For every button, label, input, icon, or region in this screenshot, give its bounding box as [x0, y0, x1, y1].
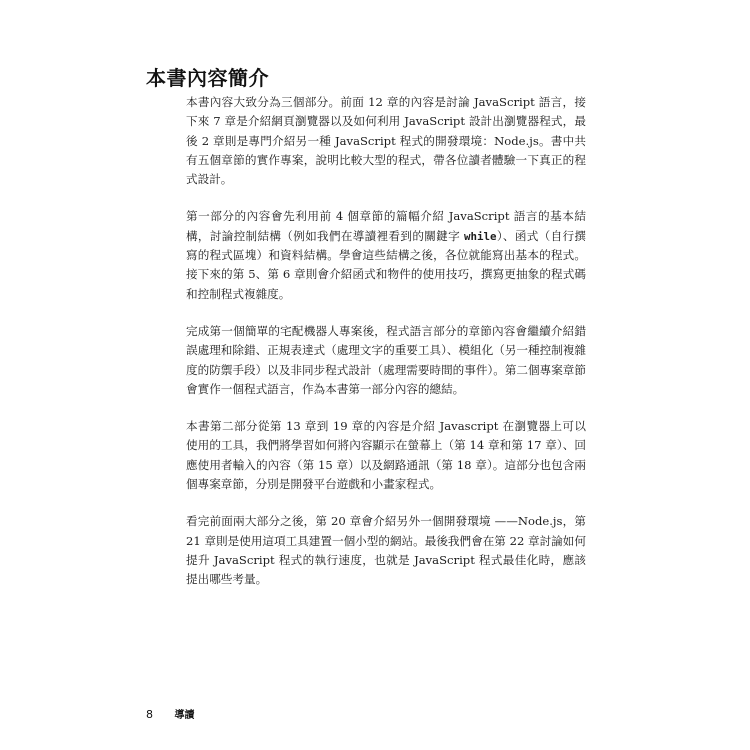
paragraph-part-one-text-b: ）、函式（自行撰寫的程式區塊）和資料結構。學會這些結構之後，各位就能寫出基本的程式。接下來的第 5、第 6 章則會介紹函式和物件的使用技巧，撰寫更抽象的程式碼和控制程式複雜度。 [186, 228, 586, 301]
section-heading: 本書內容簡介 [146, 66, 269, 90]
paragraph-part-one [186, 207, 586, 303]
running-section-label: 導讀 [174, 710, 195, 721]
paragraph-part-two: 本書第二部分從第 13 章到 19 章的內容是介紹 Javascript 在瀏覽器上可以使用的工具，我們將學習如何將內容顯示在螢幕上（第 14 章和第 17 章）、回應使用者輸入的內容（第 15 章）以及網路通訊（第 18 章）。這部分也包含兩個專案章節，分別是開發平台遊戲和小畫家程式。 [186, 419, 586, 492]
page-footer [146, 706, 195, 721]
paragraph-part-three: 看完前面兩大部分之後，第 20 章會介紹另外一個開發環境 ——Node.js，第 21 章則是使用這項工具建置一個小型的網站。最後我們會在第 22 章討論如何提升 JavaScript 程式的執行速度，也就是 JavaScript 程式最佳化時，應該提出哪些考量。 [186, 514, 586, 587]
paragraph-part-one-text-a: 第一部分的內容會先利用前 4 個章節的篇幅介紹 JavaScript 語言的基本結構，討論控制結構（例如我們在導讀裡看到的關鍵字 [186, 209, 586, 243]
body-text [186, 93, 586, 608]
page-number: 8 [146, 708, 153, 721]
paragraph-overview: 本書內容大致分為三個部分。前面 12 章的內容是討論 JavaScript 語言，接下來 7 章是介紹網頁瀏覽器以及如何利用 JavaScript 設計出瀏覽器程式，最後 2 章則是專門介紹另一種 JavaScript 程式的開發環境：Node.js。書中共有五個章節的實作專案，說明比較大型的程式，帶各位讀者體驗一下真正的程式設計。 [186, 95, 586, 187]
paragraph-part-one-projects: 完成第一個簡單的宅配機器人專案後，程式語言部分的章節內容會繼續介紹錯誤處理和除錯、正規表達式（處理文字的重要工具）、模組化（另一種控制複雜度的防禦手段）以及非同步程式設計（處理需要時間的事件）。第二個專案章節會實作一個程式語言，作為本書第一部分內容的總結。 [186, 323, 586, 396]
inline-code-keyword: while [463, 229, 497, 243]
